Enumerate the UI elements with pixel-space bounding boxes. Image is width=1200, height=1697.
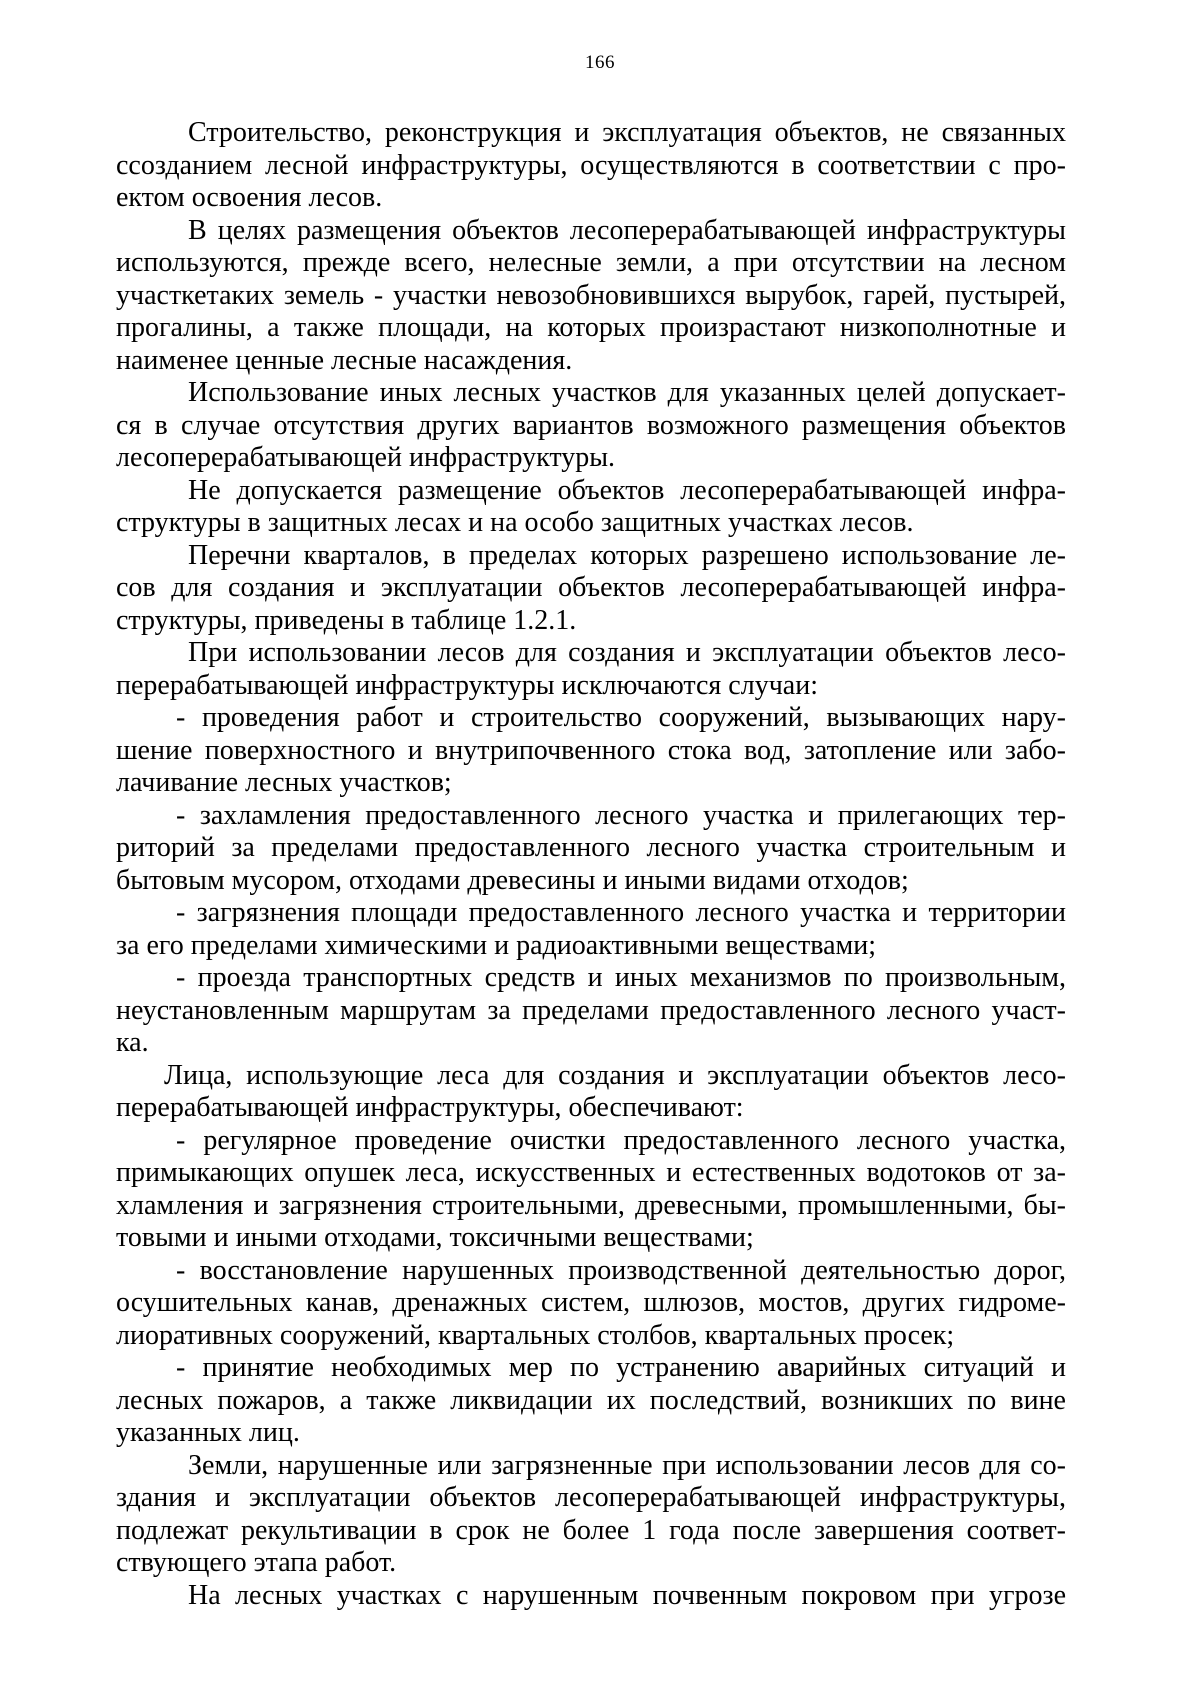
text-line: товыми и иными отходами, токсичными веществами;	[116, 1222, 754, 1253]
text-line: Лица, использующие леса для создания и эксплуатации объектов лесо-	[164, 1059, 1066, 1091]
text-line: участкетаких земель - участки невозобновившихся вырубок, гарей, пустырей,	[116, 279, 1066, 311]
text-line: Не допускается размещение объектов лесоперерабатывающей инфра-	[188, 474, 1066, 506]
paragraph	[116, 1060, 1066, 1125]
document-body	[116, 117, 1066, 1612]
paragraph	[116, 1125, 1066, 1255]
paragraph	[116, 1352, 1066, 1450]
text-line: - загрязнения площади предоставленного лесного участка и территории	[176, 897, 1066, 928]
text-line: ссозданием лесной инфраструктуры, осуществляются в соответствии с про-	[116, 149, 1066, 181]
paragraph	[116, 215, 1066, 378]
paragraph	[116, 1255, 1066, 1353]
text-line: - принятие необходимых мер по устранению аварийных ситуаций и	[176, 1352, 1066, 1383]
text-line: риторий за пределами предоставленного лесного участка строительным и	[116, 832, 1066, 863]
paragraph	[116, 800, 1066, 898]
text-line: примыкающих опушек леса, искусственных и естественных водотоков от за-	[116, 1157, 1066, 1188]
paragraph	[116, 962, 1066, 1060]
text-line: Перечни кварталов, в пределах которых разрешено использование ле-	[188, 539, 1066, 571]
text-line: за его пределами химическими и радиоактивными веществами;	[116, 929, 876, 961]
text-line: лесоперерабатывающей инфраструктуры.	[116, 442, 616, 473]
text-line: осушительных канав, дренажных систем, шлюзов, мостов, других гидроме-	[116, 1287, 1066, 1318]
text-line: сов для создания и эксплуатации объектов лесоперерабатывающей инфра-	[116, 572, 1066, 603]
text-line: указанных лиц.	[116, 1417, 300, 1448]
text-line: здания и эксплуатации объектов лесоперерабатывающей инфраструктуры,	[116, 1482, 1066, 1513]
text-line: ка.	[116, 1027, 149, 1058]
paragraph	[116, 897, 1066, 962]
text-line: - регулярное проведение очистки предоставленного лесного участка,	[176, 1124, 1066, 1156]
paragraph	[116, 1580, 1066, 1613]
paragraph	[116, 540, 1066, 638]
page-number: 166	[585, 52, 615, 73]
text-line: перерабатывающей инфраструктуры, обеспечивают:	[116, 1092, 744, 1123]
text-line: неустановленным маршрутам за пределами предоставленного лесного участ-	[116, 994, 1066, 1026]
text-line: наименее ценные лесные насаждения.	[116, 344, 573, 376]
paragraph	[116, 637, 1066, 702]
text-line: Строительство, реконструкция и эксплуатация объектов, не связанных	[188, 117, 1066, 148]
text-line: бытовым мусором, отходами древесины и иными видами отходов;	[116, 864, 909, 896]
text-line: хламления и загрязнения строительными, древесными, промышленными, бы-	[116, 1189, 1066, 1221]
paragraph	[116, 1450, 1066, 1580]
text-line: лачивание лесных участков;	[116, 767, 452, 798]
text-line: используются, прежде всего, нелесные земли, а при отсутствии на лесном	[116, 247, 1066, 278]
text-line: шение поверхностного и внутрипочвенного стока вод, затопление или забо-	[116, 734, 1066, 766]
text-line: структуры в защитных лесах и на особо защитных участках лесов.	[116, 507, 914, 538]
text-line: лиоративных сооружений, квартальных столбов, квартальных просек;	[116, 1319, 955, 1351]
text-line: ся в случае отсутствия других вариантов возможного размещения объектов	[116, 409, 1066, 441]
text-line: - проезда транспортных средств и иных механизмов по произвольным,	[176, 962, 1066, 993]
text-line: На лесных участках с нарушенным почвенным покровом при угрозе	[188, 1579, 1066, 1611]
paragraph	[116, 475, 1066, 540]
text-line: подлежат рекультивации в срок не более 1 года после завершения соответ-	[116, 1514, 1066, 1546]
text-line: При использовании лесов для создания и эксплуатации объектов лесо-	[188, 637, 1066, 668]
text-line: Использование иных лесных участков для указанных целей допускает-	[188, 377, 1066, 408]
text-line: В целях размещения объектов лесоперерабатывающей инфраструктуры	[188, 214, 1066, 246]
text-line: структуры, приведены в таблице 1.2.1.	[116, 604, 577, 636]
text-line: прогалины, а также площади, на которых произрастают низкополнотные и	[116, 312, 1066, 343]
text-line: Земли, нарушенные или загрязненные при использовании лесов для со-	[188, 1449, 1066, 1481]
text-line: - захламления предоставленного лесного участка и прилегающих тер-	[176, 799, 1066, 831]
text-line: ствующего этапа работ.	[116, 1547, 397, 1578]
text-line: ектом освоения лесов.	[116, 182, 383, 213]
paragraph	[116, 117, 1066, 215]
text-line: - восстановление нарушенных производственной деятельностью дорог,	[176, 1254, 1066, 1286]
paragraph	[116, 377, 1066, 475]
paragraph	[116, 702, 1066, 800]
text-line: - проведения работ и строительство сооружений, вызывающих нару-	[176, 702, 1066, 733]
text-line: перерабатывающей инфраструктуры исключаются случаи:	[116, 669, 818, 701]
text-line: лесных пожаров, а также ликвидации их последствий, возникших по вине	[116, 1384, 1066, 1416]
